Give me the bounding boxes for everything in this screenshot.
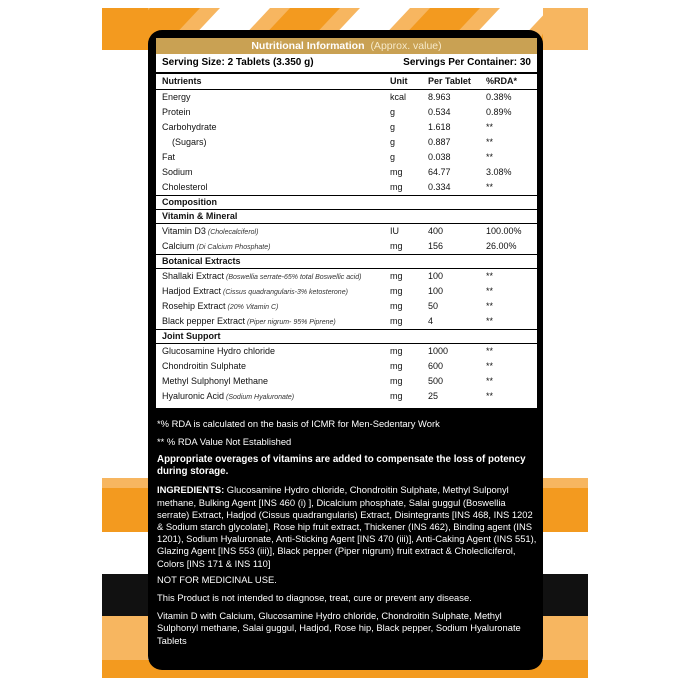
- col-nutrients: Nutrients: [162, 76, 202, 86]
- row-per-tablet: 0.534: [428, 107, 451, 117]
- table-bottom-spacer: [156, 404, 537, 408]
- overages-note: Appropriate overages of vitamins are added to compensate the loss of potency during storage.: [157, 454, 526, 478]
- row-subtext: (Di Calcium Phosphate): [196, 243, 271, 251]
- joint-heading: [156, 329, 537, 344]
- row-rda: **: [486, 286, 494, 296]
- table-row: [156, 105, 537, 120]
- table-row: [156, 120, 537, 135]
- row-unit: mg: [390, 286, 403, 296]
- row-rda: **: [486, 376, 494, 386]
- nutrition-title-note: (Approx. value): [370, 40, 442, 52]
- info-panel: [148, 30, 543, 670]
- row-per-tablet: 64.77: [428, 167, 451, 177]
- row-unit: mg: [390, 316, 403, 326]
- row-per-tablet: 600: [428, 361, 444, 371]
- row-unit: IU: [390, 226, 399, 236]
- serving-size: Serving Size: 2 Tablets (3.350 g): [162, 57, 314, 68]
- table-row: [156, 299, 537, 314]
- row-subtext: (Cissus quadrangularis-3% ketosterone): [223, 288, 348, 296]
- row-name-text: Hadjod Extract: [162, 285, 222, 296]
- row-unit: mg: [390, 361, 403, 371]
- row-rda: **: [486, 316, 494, 326]
- rda-na-note: ** % RDA Value Not Established: [157, 436, 292, 448]
- row-unit: mg: [390, 301, 403, 311]
- disclaimer-note: This Product is not intended to diagnose, treat, cure or prevent any disease.: [157, 592, 472, 604]
- row-name: [162, 105, 390, 120]
- row-per-tablet: 8.963: [428, 92, 451, 102]
- row-name: [162, 150, 390, 165]
- row-name: [162, 135, 390, 150]
- row-per-tablet: 100: [428, 286, 444, 296]
- row-rda: **: [486, 301, 494, 311]
- row-name-text: Glucosamine Hydro chloride: [162, 346, 276, 356]
- label-text: [157, 418, 537, 647]
- rda-note: *% RDA is calculated on the basis of ICMR for Men-Sedentary Work: [157, 418, 440, 429]
- row-rda: **: [486, 137, 494, 147]
- composition-heading: [156, 195, 537, 210]
- servings-per-container: Servings Per Container: 30: [403, 57, 531, 68]
- col-unit: Unit: [390, 76, 408, 86]
- row-name: [162, 344, 390, 359]
- table-row: [156, 314, 537, 329]
- row-per-tablet: 156: [428, 241, 444, 251]
- row-subtext: (Piper nigrum- 95% Piprene): [247, 318, 336, 326]
- row-per-tablet: 0.038: [428, 152, 451, 162]
- row-per-tablet: 1.618: [428, 122, 451, 132]
- row-subtext: (20% Vitamin C): [227, 303, 279, 311]
- row-per-tablet: 500: [428, 376, 444, 386]
- row-per-tablet: 400: [428, 226, 444, 236]
- row-name: [162, 224, 390, 240]
- vitamin-heading: [156, 210, 537, 224]
- row-per-tablet: 50: [428, 301, 439, 311]
- row-rda: **: [486, 271, 494, 281]
- row-per-tablet: 1000: [428, 346, 449, 356]
- row-name-text: Sodium: [162, 167, 193, 177]
- row-name: [162, 269, 390, 285]
- row-rda: **: [486, 346, 494, 356]
- row-rda: 0.89%: [486, 107, 512, 117]
- ingredients-paragraph: [157, 484, 537, 569]
- table-row: [156, 359, 537, 374]
- row-name-text: Rosehip Extract: [162, 300, 226, 311]
- table-row: [156, 239, 537, 254]
- row-per-tablet: 4: [428, 316, 434, 326]
- row-name: [162, 389, 390, 405]
- row-name-text: Methyl Sulphonyl Methane: [162, 376, 269, 386]
- table-row: [156, 224, 537, 239]
- table-row: [156, 269, 537, 284]
- vitamins-list: [156, 224, 537, 254]
- row-name-text: Energy: [162, 92, 191, 102]
- column-header-row: [156, 74, 537, 90]
- joint-label: Joint Support: [162, 331, 221, 341]
- botanical-heading: [156, 254, 537, 269]
- botanicals-list: [156, 269, 537, 329]
- row-rda: **: [486, 182, 494, 192]
- row-name-text: Black pepper Extract: [162, 315, 246, 326]
- row-rda: **: [486, 391, 494, 401]
- table-row: [156, 344, 537, 359]
- nutrition-title-bar: [156, 38, 537, 54]
- row-name: [162, 120, 390, 135]
- table-row: [156, 374, 537, 389]
- row-unit: mg: [390, 182, 403, 192]
- row-name: [162, 90, 390, 105]
- row-name-text: Vitamin D3: [162, 225, 206, 236]
- row-rda: 0.38%: [486, 92, 512, 102]
- row-per-tablet: 25: [428, 391, 439, 401]
- row-rda: 3.08%: [486, 167, 512, 177]
- row-name: [162, 165, 390, 180]
- row-name-text: Hyaluronic Acid: [162, 390, 225, 401]
- row-name: [162, 239, 390, 255]
- composition-label: Composition: [162, 197, 217, 207]
- not-medicinal-note: NOT FOR MEDICINAL USE.: [157, 573, 277, 585]
- row-unit: mg: [390, 346, 403, 356]
- col-per-tablet: Per Tablet: [428, 76, 471, 86]
- row-name-text: (Sugars): [172, 137, 207, 147]
- ingredients-text: Glucosamine Hydro chloride, Chondroitin Sulphate, Methyl Sulponyl methane, Bulking Agent [INS 460 (i) ], Dicalcium phosphate, Salai guggul (Boswellia serrate) Extract, Hadjod (Cissus quadrangularis) Extract, Disintegrants [INS 468, INS 1202 & Sodium starch glycolate], Rose hip fruit extract, Thickener (INS 462), Binding agent (INS 1201), Sodium Hyaluronate, Anti-Sticking Agent [INS 470 (iii)], Anti-Caking Agent (INS 551), Glazing Agent [INS 553 (iii)], Black pepper (Piper nigrum) fruit extract & Cholecliciferol, Colors [INS 171 & INS 110]: [157, 484, 537, 569]
- row-rda: 100.00%: [486, 226, 522, 236]
- vitamin-label: Vitamin & Mineral: [162, 211, 238, 221]
- row-subtext: (Cholecalciferol): [207, 228, 259, 236]
- row-name: [162, 180, 390, 195]
- product-description: Vitamin D with Calcium, Glucosamine Hydro chloride, Chondroitin Sulphate, Methyl Sulphonyl methane, Salai guggul, Hadjod, Rose hip, Black pepper, Sodium Hyaluronate Tablets: [157, 610, 521, 646]
- row-unit: mg: [390, 271, 403, 281]
- row-unit: g: [390, 107, 396, 117]
- row-name: [162, 299, 390, 315]
- row-name-text: Protein: [162, 107, 191, 117]
- row-name-text: Carbohydrate: [162, 122, 217, 132]
- row-per-tablet: 0.334: [428, 182, 451, 192]
- nutrition-table: [155, 37, 538, 409]
- nutrition-title: Nutritional Information: [251, 40, 365, 52]
- row-name: [162, 284, 390, 300]
- row-rda: **: [486, 152, 494, 162]
- table-row: [156, 284, 537, 299]
- table-row: [156, 90, 537, 105]
- row-rda: **: [486, 122, 494, 132]
- row-name-text: Chondroitin Sulphate: [162, 361, 247, 371]
- serving-row: [156, 54, 537, 74]
- row-name: [162, 374, 390, 389]
- joint-list: [156, 344, 537, 404]
- row-unit: g: [390, 152, 396, 162]
- row-unit: mg: [390, 241, 403, 251]
- row-per-tablet: 0.887: [428, 137, 451, 147]
- table-row: [156, 389, 537, 404]
- row-unit: kcal: [390, 92, 407, 102]
- row-per-tablet: 100: [428, 271, 444, 281]
- table-row: [156, 180, 537, 195]
- nutrients-list: [156, 90, 537, 195]
- row-subtext: (Sodium Hyaluronate): [226, 393, 295, 401]
- row-unit: mg: [390, 376, 403, 386]
- table-row: [156, 150, 537, 165]
- table-row: [156, 135, 537, 150]
- row-name-text: Calcium: [162, 240, 195, 251]
- row-unit: g: [390, 122, 396, 132]
- row-name: [162, 359, 390, 374]
- row-name-text: Shallaki Extract: [162, 270, 225, 281]
- row-name-text: Fat: [162, 152, 176, 162]
- table-row: [156, 165, 537, 180]
- row-rda: **: [486, 361, 494, 371]
- row-unit: mg: [390, 391, 403, 401]
- col-rda: %RDA*: [486, 76, 518, 86]
- row-subtext: (Boswellia serrate-65% total Boswellic acid): [226, 273, 362, 281]
- row-name: [162, 314, 390, 330]
- row-rda: 26.00%: [486, 241, 517, 251]
- row-name-text: Cholesterol: [162, 182, 208, 192]
- row-unit: mg: [390, 167, 403, 177]
- row-unit: g: [390, 137, 396, 147]
- ingredients-label: INGREDIENTS:: [157, 484, 225, 496]
- botanical-label: Botanical Extracts: [162, 256, 241, 266]
